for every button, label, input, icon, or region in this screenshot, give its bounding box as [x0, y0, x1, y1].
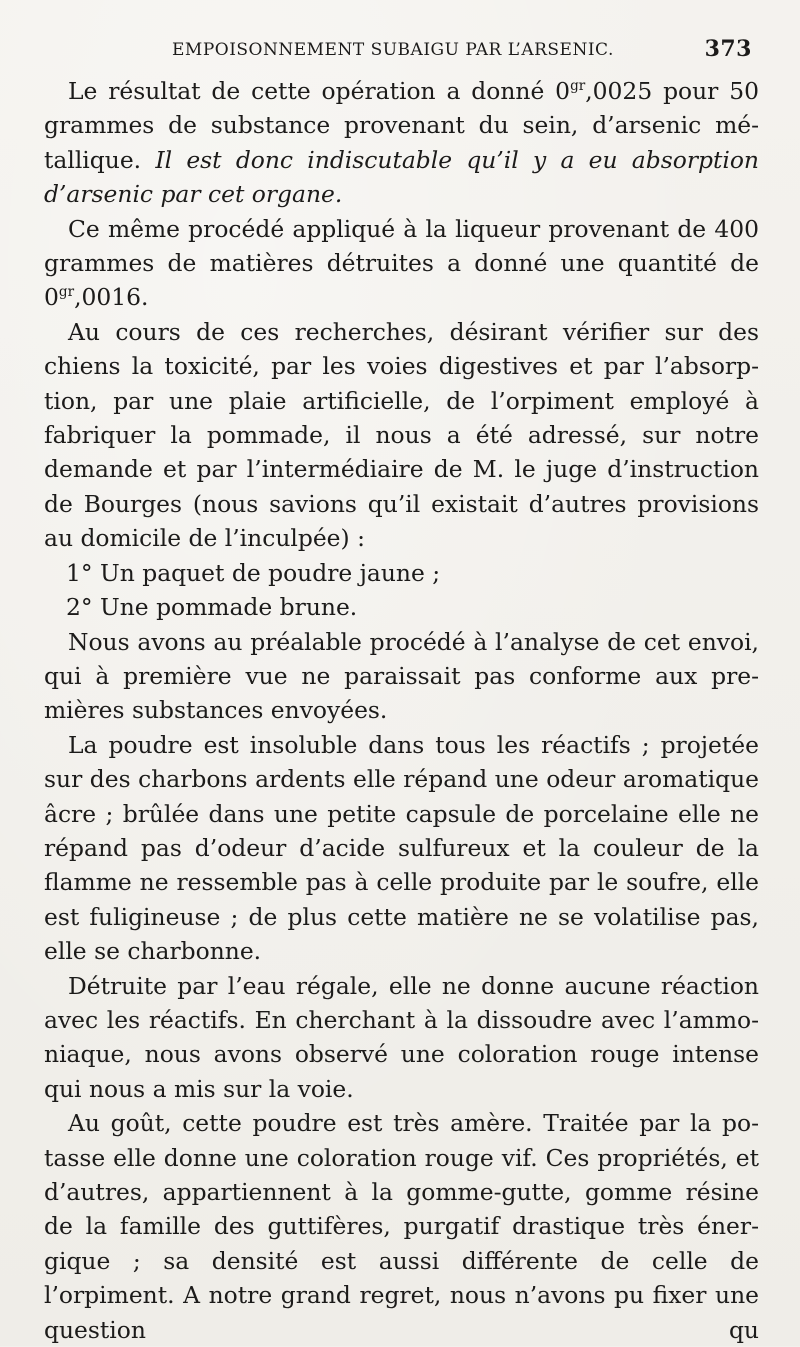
page-number: 373	[704, 36, 752, 62]
page-header	[172, 36, 752, 66]
body-text	[44, 74, 759, 1347]
paragraph-liquor-result: Ce même procédé appliqué à la liqueur provenant de 400 grammes de matières détruites a donné une quantité de $0^{gr},0016$.	[44, 214, 759, 312]
paragraph-powder: La poudre est insoluble dans tous les réactifs ; projetée sur des charbons ardents elle répand une odeur aromatique âcre ; brûlée dans une petite capsule de porcelaine elle ne répand pas d’odeur d’acide sulfureux et la couleur de la flamme ne ressemble pas à celle produite par le soufre, elle est fuligineuse ; de plus cette matière ne se volatilise pas, elle se charbonne.	[44, 730, 759, 966]
list-item: 1° Un paquet de poudre jaune ;	[66, 558, 441, 587]
paragraph-arsenic-result: Le résultat de cette opération a donné $0^{gr},0025$ pour 50 grammes de substance provenant du sein, d’arsenic métallique. Il est donc indiscutable qu’il y a eu absorption d’arsenic par cet organe.	[44, 77, 759, 209]
list-item: 2° Une pommade brune.	[66, 593, 358, 622]
paragraph-taste: Au goût, cette poudre est très amère. Traitée par la potasse elle donne une coloration rouge vif. Ces propriétés, et d’autres, appartiennent à la gomme-gutte, gomme résine de la famille des guttifères, purgatif drastique très énergique ; sa densité est aussi différente de celle de l’orpiment. A notre grand regret, nous n’avons pu fixer une question qu	[44, 1109, 759, 1344]
paragraph-analysis: Nous avons au préalable procédé à l’analyse de cet envoi, qui à première vue ne paraissait pas conforme aux premières substances envoyées.	[44, 627, 759, 725]
running-title: EMPOISONNEMENT SUBAIGU PAR L’ARSENIC.	[172, 40, 614, 60]
paragraph-research: Au cours de ces recherches, désirant vérifier sur des chiens la toxicité, par les voies digestives et par l’absorption, par une plaie artificielle, de l’orpiment employé à fabriquer la pommade, il nous a été adressé, sur notre demande et par l’intermédiaire de M. le juge d’instruction de Bourges (nous savions qu’il existait d’autres provisions au domicile de l’inculpée) :	[44, 317, 759, 553]
paragraph-aqua-regia: Détruite par l’eau régale, elle ne donne aucune réaction avec les réactifs. En cherchant à la dissoudre avec l’ammoniaque, nous avons observé une coloration rouge intense qui nous a mis sur la voie.	[44, 971, 759, 1103]
